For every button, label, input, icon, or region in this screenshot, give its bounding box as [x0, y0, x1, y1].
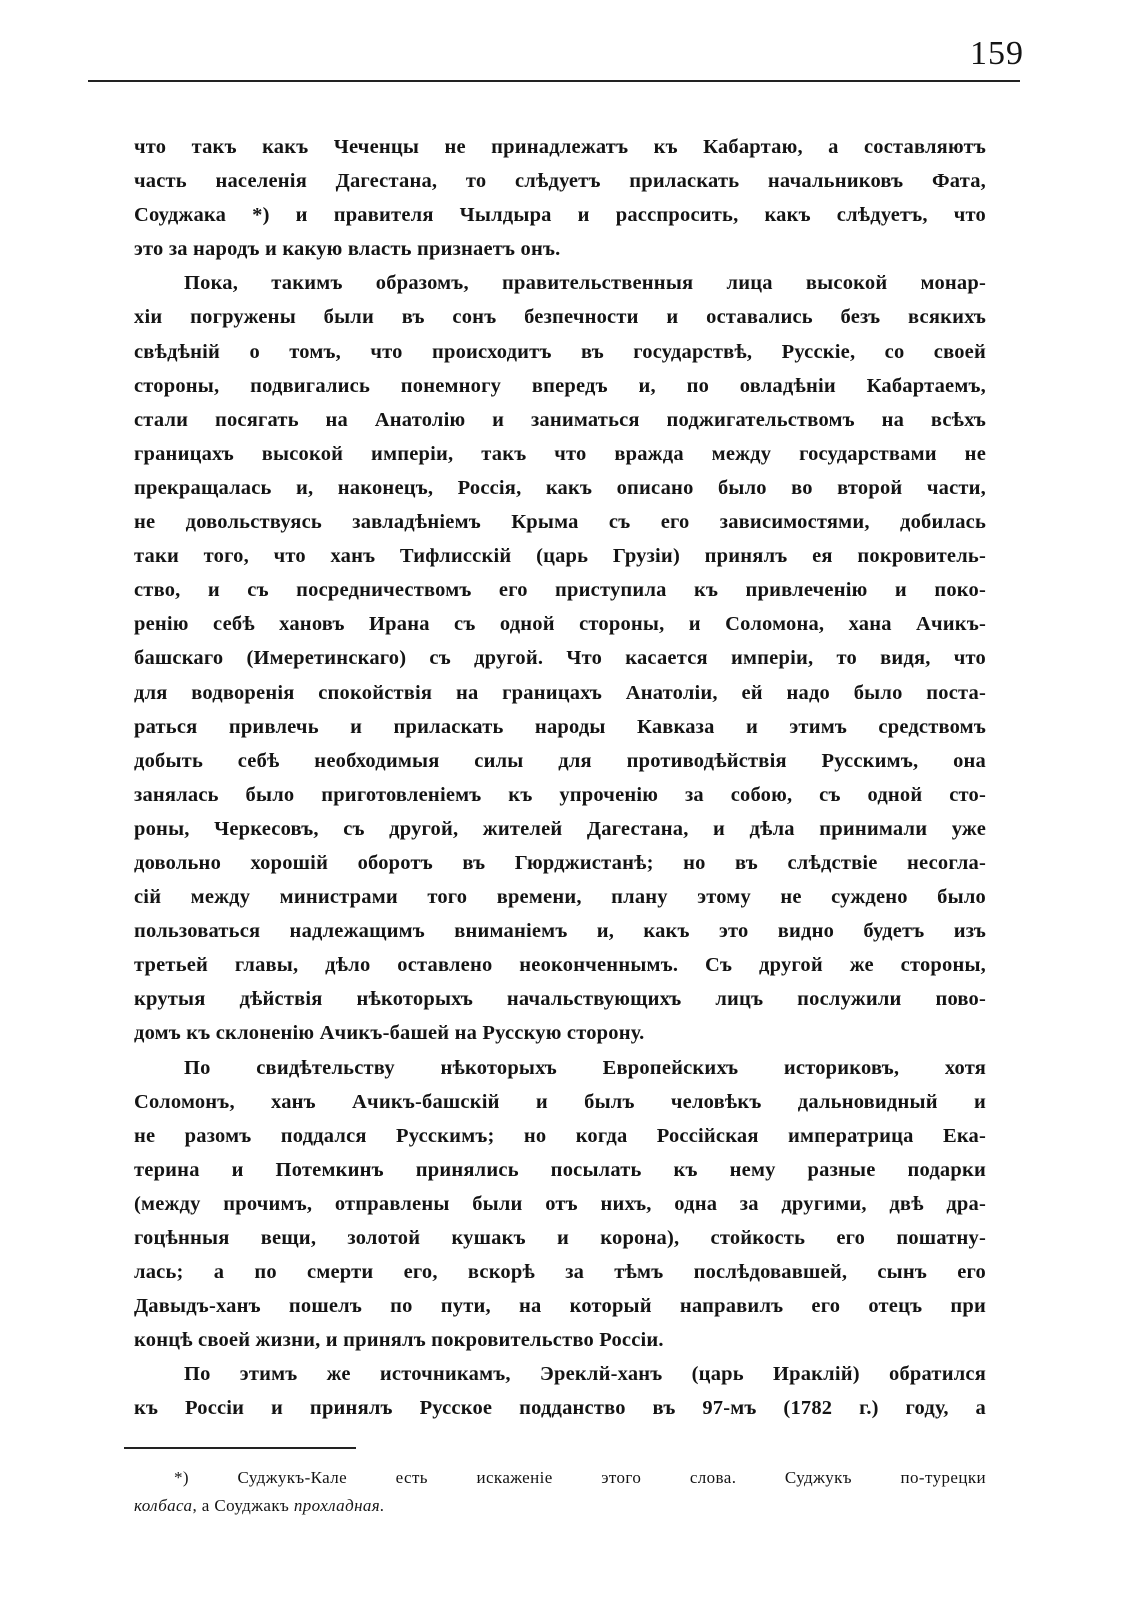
text-line: таки того, что ханъ Тифлисскій (царь Грузіи) принялъ ея покровитель-: [134, 545, 986, 568]
text-line: гоцѣнныя вещи, золотой кушакъ и корона), стойкость его пошатну-: [134, 1227, 986, 1249]
body-text: [134, 130, 986, 1426]
text-line: Соломонъ, ханъ Ачикъ-башскій и былъ человѣкъ дальновидный и: [134, 1090, 986, 1113]
text-line: Давыдъ-ханъ пошелъ по пути, на который направилъ его отецъ при: [134, 1295, 986, 1318]
text-line: лась; а по смерти его, вскорѣ за тѣмъ послѣдовавшей, сынъ его: [134, 1261, 986, 1284]
text-line: границахъ высокой имперіи, такъ что вражда между государствами не: [134, 442, 986, 465]
text-line: концѣ своей жизни, и принялъ покровительство Россіи.: [134, 1329, 664, 1352]
text-line: крутыя дѣйствія нѣкоторыхъ начальствующихъ лицъ послужили пово-: [134, 988, 986, 1011]
text-line: пользоваться надлежащимъ вниманіемъ и, какъ это видно будетъ изъ: [134, 920, 986, 943]
text-line: ренію себѣ хановъ Ирана съ одной стороны, и Соломона, хана Ачикъ-: [134, 613, 986, 636]
text-line: для водворенія спокойствія на границахъ Анатоліи, ей надо было поста-: [134, 681, 986, 704]
footnote-rule: [124, 1447, 356, 1449]
text-line: часть населенія Дагестана, то слѣдуетъ приласкать начальниковъ Фата,: [134, 170, 986, 193]
text-line: это за народъ и какую власть признаетъ онъ.: [134, 238, 561, 261]
page-number: 159: [970, 35, 1024, 72]
footnote-italic: колбаса: [134, 1496, 193, 1515]
footnote-italic: прохладная.: [293, 1496, 385, 1515]
text-line: терина и Потемкинъ принялись посылать къ нему разные подарки: [134, 1158, 986, 1181]
text-line: свѣдѣній о томъ, что происходитъ въ государствѣ, Русскіе, со своей: [134, 340, 986, 363]
text-line: занялась было приготовленіемъ къ упроченію за собою, съ одной сто-: [134, 783, 986, 806]
text-line: По свидѣтельству нѣкоторыхъ Европейскихъ историковъ, хотя: [184, 1056, 986, 1079]
text-line: третьей главы, дѣло оставлено неоконченнымъ. Съ другой же стороны,: [134, 954, 986, 977]
footnote-line: *) Суджукъ-Кале есть искаженіе этого слова. Суджукъ по-турецки: [174, 1468, 986, 1487]
text-line: сій между министрами того времени, плану этому не суждено было: [134, 886, 986, 909]
text-line: стали посягать на Анатолію и заниматься поджигательствомъ на всѣхъ: [134, 408, 986, 431]
text-line: роны, Черкесовъ, съ другой, жителей Дагестана, и дѣла принимали уже: [134, 817, 986, 840]
text-line: не довольствуясь завладѣніемъ Крыма съ его зависимостями, добилась: [134, 511, 986, 534]
footnote: [134, 1464, 986, 1520]
footnote-line: [134, 1492, 986, 1520]
text-line: ство, и съ посредничествомъ его приступила къ привлеченію и поко-: [134, 579, 986, 602]
text-line: къ Россіи и принялъ Русское подданство въ 97-мъ (1782 г.) году, а: [134, 1397, 986, 1420]
text-line: не разомъ поддался Русскимъ; но когда Россійская императрица Ека-: [134, 1124, 986, 1147]
text-line: (между прочимъ, отправлены были отъ нихъ, одна за другими, двѣ дра-: [134, 1192, 986, 1215]
text-line: Соуджака *) и правителя Чылдыра и расспросить, какъ слѣдуетъ, что: [134, 204, 986, 227]
text-line: домъ къ склоненію Ачикъ-башей на Русскую сторону.: [134, 1022, 645, 1045]
text-line: башскаго (Имеретинскаго) съ другой. Что касается имперіи, то видя, что: [134, 647, 986, 670]
text-line: довольно хорошій оборотъ въ Гюрджистанѣ; но въ слѣдствіе несогла-: [134, 851, 986, 874]
text-line: По этимъ же источникамъ, Эреклй-ханъ (царь Ираклій) обратился: [184, 1363, 986, 1386]
text-line: добыть себѣ необходимыя силы для противодѣйствія Русскимъ, она: [134, 749, 986, 772]
text-line: что такъ какъ Чеченцы не принадлежатъ къ Кабартаю, а составляютъ: [134, 136, 986, 158]
text-line: стороны, подвигались понемногу впередъ и, по овладѣніи Кабартаемъ,: [134, 374, 986, 397]
text-line: хіи погружены были въ сонъ безпечности и оставались безъ всякихъ: [134, 306, 986, 329]
text-line: Пока, такимъ образомъ, правительственныя лица высокой монар-: [184, 272, 986, 295]
text-line: раться привлечь и приласкать народы Кавказа и этимъ средствомъ: [134, 715, 986, 738]
text-line: прекращалась и, наконецъ, Россія, какъ описано было во второй части,: [134, 476, 986, 499]
footnote-text: , а Соуджакъ: [192, 1496, 290, 1515]
header-rule: [88, 80, 1020, 82]
